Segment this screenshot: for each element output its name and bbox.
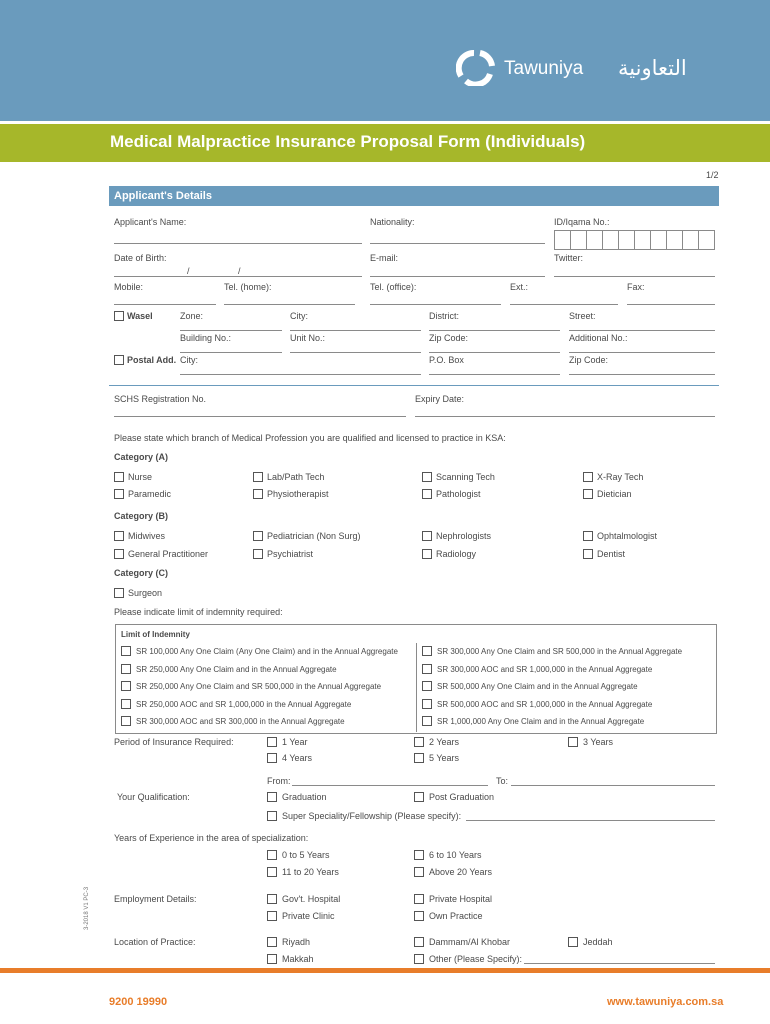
post-graduation-checkbox[interactable] xyxy=(414,792,424,802)
radiology-checkbox[interactable] xyxy=(422,549,432,559)
applicant-name-label: Applicant's Name: xyxy=(114,217,187,227)
indemnity-right-label: SR 300,000 AOC and SR 1,000,000 in the Annual Aggregate xyxy=(437,665,653,674)
exp-11-20-checkbox[interactable] xyxy=(267,867,277,877)
footer-rule xyxy=(0,968,770,973)
indemnity-right-checkbox[interactable] xyxy=(422,716,432,726)
zip-code-label: Zip Code: xyxy=(429,333,469,343)
period-3-years-label: 3 Years xyxy=(583,737,614,747)
govt-hospital-label: Gov't. Hospital xyxy=(282,894,341,904)
postal-add-label: Postal Add. xyxy=(127,355,177,365)
page-number: 1/2 xyxy=(706,170,719,180)
period-label: Period of Insurance Required: xyxy=(114,737,234,747)
exp-above-20-checkbox[interactable] xyxy=(414,867,424,877)
dammam-label: Dammam/Al Khobar xyxy=(429,937,511,947)
indemnity-left-label: SR 300,000 AOC and SR 300,000 in the Annual Aggregate xyxy=(136,717,345,726)
other-location-field[interactable] xyxy=(524,963,715,964)
indemnity-left-checkbox[interactable] xyxy=(121,646,131,656)
indemnity-heading: Limit of Indemnity xyxy=(121,630,190,639)
email-field[interactable] xyxy=(370,276,545,277)
other-location-checkbox[interactable] xyxy=(414,954,424,964)
tel-office-label: Tel. (office): xyxy=(370,282,417,292)
general-practitioner-label: General Practitioner xyxy=(128,549,209,559)
additional-no-label: Additional No.: xyxy=(569,333,628,343)
street-field[interactable] xyxy=(569,330,715,331)
indemnity-right-label: SR 1,000,000 Any One Claim and in the Annual Aggregate xyxy=(437,717,645,726)
period-4-years-label: 4 Years xyxy=(282,753,313,763)
po-box-field[interactable] xyxy=(429,374,560,375)
unit-no-field[interactable] xyxy=(290,352,421,353)
own-practice-label: Own Practice xyxy=(429,911,483,921)
indemnity-right-checkbox[interactable] xyxy=(422,664,432,674)
exp-6-10-label: 6 to 10 Years xyxy=(429,850,482,860)
jeddah-checkbox[interactable] xyxy=(568,937,578,947)
psychiatrist-checkbox[interactable] xyxy=(253,549,263,559)
dob-label: Date of Birth: xyxy=(114,253,167,263)
brand-name-en: Tawuniya xyxy=(504,58,584,79)
to-label: To: xyxy=(496,776,509,786)
nationality-label: Nationality: xyxy=(370,217,415,227)
ophtalmologist-checkbox[interactable] xyxy=(583,531,593,541)
xray-tech-checkbox[interactable] xyxy=(583,472,593,482)
exp-6-10-checkbox[interactable] xyxy=(414,850,424,860)
exp-0-5-label: 0 to 5 Years xyxy=(282,850,330,860)
scanning-tech-checkbox[interactable] xyxy=(422,472,432,482)
private-hospital-checkbox[interactable] xyxy=(414,894,424,904)
form-version-note: 3-2018 V1 PC-3 xyxy=(84,886,90,930)
indemnity-right-label: SR 500,000 Any One Claim and in the Annual Aggregate xyxy=(437,682,638,691)
form-title: Medical Malpractice Insurance Proposal Form (Individuals) xyxy=(110,132,586,151)
title-band xyxy=(0,124,770,162)
category-c-heading: Category (C) xyxy=(114,568,169,578)
midwives-checkbox[interactable] xyxy=(114,531,124,541)
graduation-checkbox[interactable] xyxy=(267,792,277,802)
indemnity-left-label: SR 250,000 AOC and SR 1,000,000 in the Annual Aggregate xyxy=(136,700,352,709)
zone-label: Zone: xyxy=(180,311,204,321)
indemnity-left-label: SR 250,000 Any One Claim and in the Annual Aggregate xyxy=(136,665,337,674)
ophtalmologist-label: Ophtalmologist xyxy=(597,531,658,541)
to-field[interactable] xyxy=(511,785,715,786)
id-iqama-label: ID/Iqama No.: xyxy=(554,217,610,227)
category-b-heading: Category (B) xyxy=(114,511,169,521)
email-label: E-mail: xyxy=(370,253,399,263)
period-1-year-checkbox[interactable] xyxy=(267,737,277,747)
category-a-heading: Category (A) xyxy=(114,452,169,462)
period-2-years-checkbox[interactable] xyxy=(414,737,424,747)
period-2-years-label: 2 Years xyxy=(429,737,460,747)
own-practice-checkbox[interactable] xyxy=(414,911,424,921)
street-label: Street: xyxy=(569,311,596,321)
super-speciality-field[interactable] xyxy=(466,820,715,821)
dob-field[interactable] xyxy=(114,276,362,277)
postal-add-checkbox[interactable] xyxy=(114,355,124,365)
indemnity-right-checkbox[interactable] xyxy=(422,681,432,691)
fax-field[interactable] xyxy=(627,304,715,305)
dammam-checkbox[interactable] xyxy=(414,937,424,947)
wasel-label: Wasel xyxy=(127,311,153,321)
physiotherapist-label: Physiotherapist xyxy=(267,489,329,499)
twitter-field[interactable] xyxy=(554,276,715,277)
makkah-label: Makkah xyxy=(282,954,314,964)
additional-no-field[interactable] xyxy=(569,352,715,353)
period-4-years-checkbox[interactable] xyxy=(267,753,277,763)
mobile-field[interactable] xyxy=(114,304,216,305)
postal-zip-field[interactable] xyxy=(569,374,715,375)
location-label: Location of Practice: xyxy=(114,937,196,947)
indemnity-left-checkbox[interactable] xyxy=(121,716,131,726)
pediatrician-label: Pediatrician (Non Surg) xyxy=(267,531,361,541)
tawuniya-logo-icon xyxy=(456,50,496,86)
postal-zip-label: Zip Code: xyxy=(569,355,609,365)
super-speciality-label: Super Speciality/Fellowship (Please specify): xyxy=(282,811,462,821)
dob-separator: / xyxy=(238,266,241,276)
po-box-label: P.O. Box xyxy=(429,355,464,365)
dob-separator: / xyxy=(187,266,190,276)
nurse-label: Nurse xyxy=(128,472,153,482)
exp-above-20-label: Above 20 Years xyxy=(429,867,493,877)
riyadh-checkbox[interactable] xyxy=(267,937,277,947)
nationality-field[interactable] xyxy=(370,243,545,244)
zone-field[interactable] xyxy=(180,330,282,331)
twitter-label: Twitter: xyxy=(554,253,584,263)
surgeon-checkbox[interactable] xyxy=(114,588,124,598)
section-header xyxy=(109,186,719,206)
nephrologists-label: Nephrologists xyxy=(436,531,492,541)
nurse-checkbox[interactable] xyxy=(114,472,124,482)
tel-home-label: Tel. (home): xyxy=(224,282,272,292)
from-field[interactable] xyxy=(292,785,488,786)
expiry-label: Expiry Date: xyxy=(415,394,465,404)
general-practitioner-checkbox[interactable] xyxy=(114,549,124,559)
nephrologists-checkbox[interactable] xyxy=(422,531,432,541)
expiry-field[interactable] xyxy=(415,416,715,417)
indemnity-right-checkbox[interactable] xyxy=(422,646,432,656)
scanning-tech-label: Scanning Tech xyxy=(436,472,495,482)
postal-city-field[interactable] xyxy=(180,374,421,375)
other-location-label: Other (Please Specify): xyxy=(429,954,523,964)
exp-0-5-checkbox[interactable] xyxy=(267,850,277,860)
indemnity-left-checkbox[interactable] xyxy=(121,664,131,674)
fax-label: Fax: xyxy=(627,282,645,292)
schs-label: SCHS Registration No. xyxy=(114,394,207,404)
surgeon-label: Surgeon xyxy=(128,588,163,598)
indemnity-right-label: SR 300,000 Any One Claim and SR 500,000 in the Annual Aggregate xyxy=(437,647,683,656)
paramedic-checkbox[interactable] xyxy=(114,489,124,499)
riyadh-label: Riyadh xyxy=(282,937,311,947)
building-no-field[interactable] xyxy=(180,352,282,353)
lab-path-tech-checkbox[interactable] xyxy=(253,472,263,482)
brand-name-ar: التعاونية xyxy=(618,57,687,80)
district-field[interactable] xyxy=(429,330,560,331)
private-clinic-checkbox[interactable] xyxy=(267,911,277,921)
dietician-label: Dietician xyxy=(597,489,632,499)
radiology-label: Radiology xyxy=(436,549,477,559)
period-5-years-checkbox[interactable] xyxy=(414,753,424,763)
paramedic-label: Paramedic xyxy=(128,489,172,499)
id-iqama-field[interactable] xyxy=(554,230,717,250)
indemnity-divider xyxy=(416,643,417,732)
pathologist-checkbox[interactable] xyxy=(422,489,432,499)
wasel-checkbox[interactable] xyxy=(114,311,124,321)
indemnity-right-checkbox[interactable] xyxy=(422,699,432,709)
private-hospital-label: Private Hospital xyxy=(429,894,493,904)
district-label: District: xyxy=(429,311,459,321)
footer-phone: 9200 19990 xyxy=(109,996,168,1008)
indemnity-right-label: SR 500,000 AOC and SR 1,000,000 in the Annual Aggregate xyxy=(437,700,653,709)
ext-label: Ext.: xyxy=(510,282,529,292)
period-3-years-checkbox[interactable] xyxy=(568,737,578,747)
building-no-label: Building No.: xyxy=(180,333,232,343)
super-speciality-checkbox[interactable] xyxy=(267,811,277,821)
physiotherapist-checkbox[interactable] xyxy=(253,489,263,499)
indemnity-left-checkbox[interactable] xyxy=(121,699,131,709)
section-divider xyxy=(109,385,719,386)
makkah-checkbox[interactable] xyxy=(267,954,277,964)
employment-label: Employment Details: xyxy=(114,894,197,904)
graduation-label: Graduation xyxy=(282,792,327,802)
indemnity-left-label: SR 250,000 Any One Claim and SR 500,000 in the Annual Aggregate xyxy=(136,682,382,691)
dietician-checkbox[interactable] xyxy=(583,489,593,499)
footer-website[interactable]: www.tawuniya.com.sa xyxy=(607,996,724,1008)
qualification-label: Your Qualification: xyxy=(117,792,190,802)
dentist-checkbox[interactable] xyxy=(583,549,593,559)
mobile-label: Mobile: xyxy=(114,282,144,292)
post-graduation-label: Post Graduation xyxy=(429,792,495,802)
section-title: Applicant's Details xyxy=(114,190,212,202)
midwives-label: Midwives xyxy=(128,531,166,541)
zip-code-field[interactable] xyxy=(429,352,560,353)
postal-city-label: City: xyxy=(180,355,198,365)
jeddah-label: Jeddah xyxy=(583,937,613,947)
private-clinic-label: Private Clinic xyxy=(282,911,335,921)
indemnity-question: Please indicate limit of indemnity required: xyxy=(114,607,283,617)
psychiatrist-label: Psychiatrist xyxy=(267,549,314,559)
tel-home-field[interactable] xyxy=(224,304,355,305)
xray-tech-label: X-Ray Tech xyxy=(597,472,644,482)
experience-label: Years of Experience in the area of specialization: xyxy=(114,833,309,843)
city-field[interactable] xyxy=(290,330,421,331)
indemnity-left-label: SR 100,000 Any One Claim (Any One Claim) and in the Annual Aggregate xyxy=(136,647,398,656)
ext-field[interactable] xyxy=(510,304,618,305)
indemnity-left-checkbox[interactable] xyxy=(121,681,131,691)
pediatrician-checkbox[interactable] xyxy=(253,531,263,541)
schs-field[interactable] xyxy=(114,416,406,417)
exp-11-20-label: 11 to 20 Years xyxy=(282,867,339,877)
lab-path-tech-label: Lab/Path Tech xyxy=(267,472,325,482)
profession-question: Please state which branch of Medical Profession you are qualified and licensed to practice in KSA: xyxy=(114,433,506,443)
period-5-years-label: 5 Years xyxy=(429,753,460,763)
dentist-label: Dentist xyxy=(597,549,626,559)
period-1-year-label: 1 Year xyxy=(282,737,308,747)
tel-office-field[interactable] xyxy=(370,304,501,305)
city-label: City: xyxy=(290,311,308,321)
pathologist-label: Pathologist xyxy=(436,489,481,499)
unit-no-label: Unit No.: xyxy=(290,333,326,343)
from-label: From: xyxy=(267,776,291,786)
applicant-name-field[interactable] xyxy=(114,243,362,244)
govt-hospital-checkbox[interactable] xyxy=(267,894,277,904)
